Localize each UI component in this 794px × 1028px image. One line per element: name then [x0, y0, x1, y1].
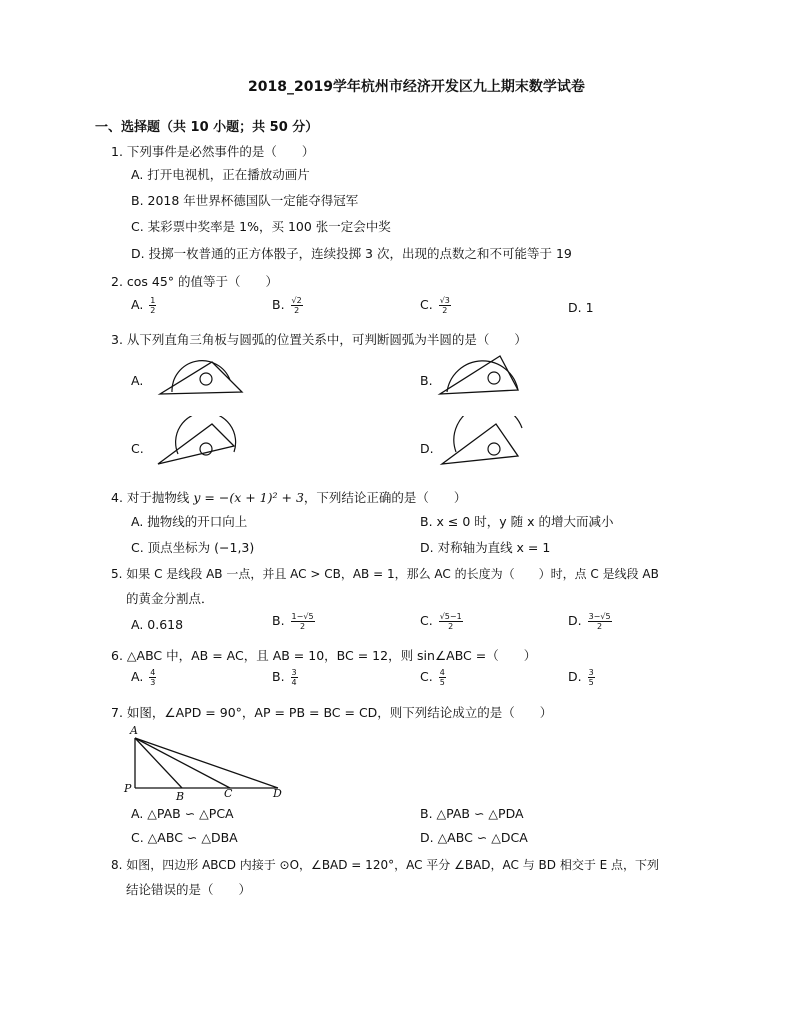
question-4-option-d: D. 对称轴为直线 x = 1: [420, 540, 551, 555]
numerator: 1: [150, 296, 156, 305]
question-2-stem: 2. cos 45° 的值等于（ ）: [111, 274, 279, 289]
option-letter: A.: [131, 669, 144, 684]
fraction: [149, 296, 156, 315]
option-letter: C.: [420, 297, 433, 312]
question-5-option-b: [272, 612, 315, 631]
fraction: [291, 668, 298, 687]
question-7-option-d: D. △ABC ∽ △DCA: [420, 830, 528, 845]
fraction: [588, 612, 612, 631]
denominator: 2: [299, 622, 306, 631]
ruler-hole: [488, 372, 500, 384]
question-2-option-d: D. 1: [568, 300, 594, 315]
option-letter: B.: [272, 297, 285, 312]
denominator: 5: [588, 678, 594, 687]
fraction: [439, 612, 463, 631]
option-letter: B.: [272, 669, 285, 684]
parabola-formula: y = −(x + 1)² + 3: [193, 490, 304, 505]
option-letter: A.: [131, 297, 144, 312]
question-8-stem-line2: 结论错误的是（ ）: [126, 882, 252, 897]
question-2-option-c: [420, 296, 451, 315]
ruler-hole: [200, 373, 212, 385]
question-1-option-c: C. 某彩票中奖率是 1%，买 100 张一定会中奖: [131, 219, 391, 234]
question-4-stem: [111, 488, 466, 506]
question-1-option-a: A. 打开电视机，正在播放动画片: [131, 167, 310, 182]
question-1-option-d: D. 投掷一枚普通的正方体骰子，连续投掷 3 次，出现的点数之和不可能等于 19: [131, 246, 572, 261]
question-3-option-d-label: D.: [420, 441, 434, 456]
question-7-option-a: A. △PAB ∽ △PCA: [131, 806, 234, 821]
figure-3c: [150, 416, 250, 472]
fraction: [291, 612, 315, 631]
fraction: [291, 296, 303, 315]
denominator: 2: [448, 622, 454, 631]
option-letter: C.: [420, 669, 433, 684]
numerator: √2: [291, 296, 302, 305]
figure-3d: [432, 416, 532, 472]
denominator: 2: [597, 622, 603, 631]
fraction: [439, 296, 451, 315]
numerator: 3: [291, 668, 297, 677]
vertex-label-p: P: [124, 782, 132, 795]
question-1-option-b: B. 2018 年世界杯德国队一定能夺得冠军: [131, 193, 359, 208]
triangle-ruler: [442, 424, 518, 464]
question-7-stem: 7. 如图，∠APD = 90°，AP = PB = BC = CD，则下列结论成立的是（ ）: [111, 705, 553, 720]
page-title: 2018_2019学年杭州市经济开发区九上期末数学试卷: [248, 79, 585, 95]
numerator: √3: [439, 296, 450, 305]
fraction: [439, 668, 446, 687]
option-letter: C.: [420, 613, 433, 628]
denominator: 2: [442, 306, 448, 315]
fraction: [588, 668, 595, 687]
fraction: [149, 668, 156, 687]
segment-ac: [135, 738, 230, 788]
denominator: 4: [291, 678, 297, 687]
segment-ad: [135, 738, 278, 788]
numerator: 4: [439, 668, 445, 677]
denominator: 5: [439, 678, 445, 687]
stem-text: 4. 对于抛物线: [111, 490, 194, 505]
question-6-option-c: [420, 668, 446, 687]
segment-ab: [135, 738, 182, 788]
question-5-stem-line1: 5. 如果 C 是线段 AB 一点，并且 AC > CB，AB = 1，那么 AC 的长度为（ ）时，点 C 是线段 AB: [111, 567, 659, 581]
option-letter: D.: [568, 613, 582, 628]
figure-7: [120, 722, 290, 802]
vertex-label-c: C: [224, 787, 233, 800]
question-2-option-b: [272, 296, 303, 315]
option-letter: D.: [568, 669, 582, 684]
question-3-option-a-label: A.: [131, 373, 144, 388]
denominator: 2: [150, 306, 156, 315]
numerator: 3−√5: [588, 612, 611, 621]
numerator: 4: [150, 668, 156, 677]
question-5-option-a: A. 0.618: [131, 617, 184, 632]
question-8-stem-line1: 8. 如图，四边形 ABCD 内接于 ⊙O，∠BAD = 120°，AC 平分 ∠BAD，AC 与 BD 相交于 E 点，下列: [111, 858, 660, 872]
question-7-option-c: C. △ABC ∽ △DBA: [131, 830, 238, 845]
question-7-option-b: B. △PAB ∽ △PDA: [420, 806, 524, 821]
question-4-option-a: A. 抛物线的开口向上: [131, 514, 248, 529]
question-6-option-b: [272, 668, 298, 687]
numerator: √5−1: [439, 612, 462, 621]
question-4-option-b: B. x ≤ 0 时，y 随 x 的增大而减小: [420, 514, 614, 529]
question-6-option-d: [568, 668, 595, 687]
numerator: 3: [588, 668, 594, 677]
question-2-option-a: [131, 296, 156, 315]
stem-text: ，下列结论正确的是（ ）: [303, 490, 467, 505]
question-6-option-a: [131, 668, 156, 687]
section-heading: 一、选择题（共 10 小题；共 50 分）: [95, 120, 319, 135]
question-5-option-d: [568, 612, 612, 631]
question-5-option-c: [420, 612, 463, 631]
vertex-label-b: B: [176, 790, 185, 802]
denominator: 3: [150, 678, 156, 687]
question-3-option-b-label: B.: [420, 373, 433, 388]
vertex-label-a: A: [130, 724, 138, 737]
question-1-stem: 1. 下列事件是必然事件的是（ ）: [111, 144, 315, 159]
figure-3a: [150, 352, 250, 402]
triangle-ruler: [158, 424, 234, 464]
denominator: 2: [294, 306, 300, 315]
question-3-option-c-label: C.: [131, 441, 144, 456]
option-letter: B.: [272, 613, 285, 628]
question-5-stem-line2: 的黄金分割点．: [126, 591, 214, 606]
question-4-option-c: C. 顶点坐标为 (−1,3): [131, 540, 255, 555]
question-6-stem: 6. △ABC 中，AB = AC，且 AB = 10，BC = 12，则 sin∠ABC =（ ）: [111, 648, 537, 663]
vertex-label-d: D: [273, 787, 282, 800]
question-3-stem: 3. 从下列直角三角板与圆弧的位置关系中，可判断圆弧为半圆的是（ ）: [111, 332, 527, 347]
arc: [447, 361, 518, 392]
ruler-hole: [488, 443, 500, 455]
triangle-ruler: [440, 356, 518, 394]
numerator: 1−√5: [291, 612, 314, 621]
figure-3b: [432, 352, 532, 402]
